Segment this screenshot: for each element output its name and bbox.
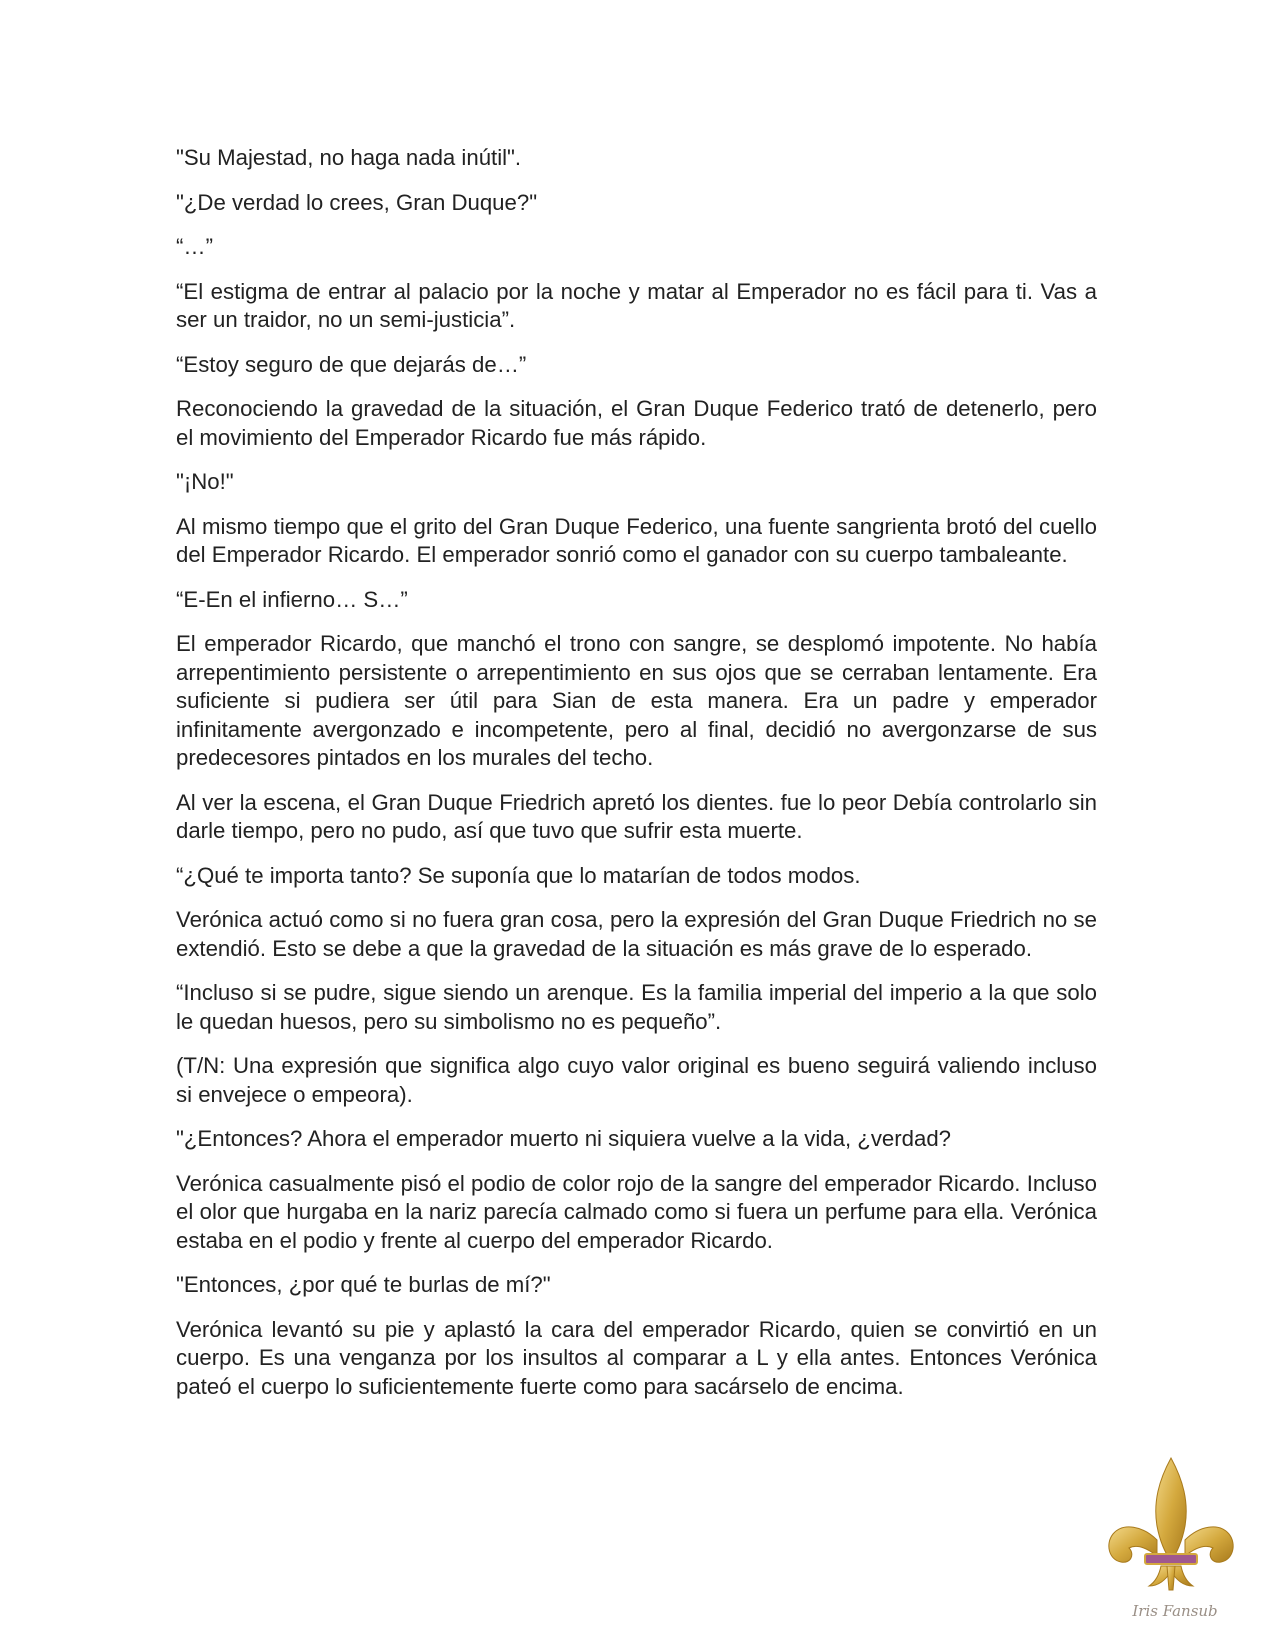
paragraph: “El estigma de entrar al palacio por la noche y matar al Emperador no es fácil para ti. Vas a ser un traidor, no un semi-justicia”. bbox=[176, 278, 1097, 332]
fansub-watermark bbox=[1105, 1452, 1237, 1624]
fansub-signature: Iris Fansub bbox=[1132, 1602, 1218, 1620]
paragraph: Al mismo tiempo que el grito del Gran Duque Federico, una fuente sangrienta brotó del cuello del Emperador Ricardo. El emperador sonrió como el ganador con su cuerpo tambaleante. bbox=[176, 513, 1097, 567]
paragraph: Verónica casualmente pisó el podio de color rojo de la sangre del emperador Ricardo. Incluso el olor que hurgaba en la nariz parecía calmado como si fuera un perfume para ella. Verónica estaba en el podio y frente al cuerpo del emperador Ricardo. bbox=[176, 1170, 1097, 1253]
paragraph: (T/N: Una expresión que significa algo cuyo valor original es bueno seguirá valiendo incluso si envejece o empeora). bbox=[176, 1053, 1097, 1107]
paragraph: “…” bbox=[176, 234, 213, 259]
paragraph: "¿Entonces? Ahora el emperador muerto ni siquiera vuelve a la vida, ¿verdad? bbox=[176, 1126, 952, 1151]
paragraph: "Su Majestad, no haga nada inútil". bbox=[176, 145, 522, 170]
paragraph: "¡No!" bbox=[176, 469, 234, 494]
paragraph: Verónica levantó su pie y aplastó la cara del emperador Ricardo, quien se convirtió en un cuerpo. Es una venganza por los insultos al comparar a L y ella antes. Entonces Verónica pateó el cuerpo lo suficientemente fuerte como para sacárselo de encima. bbox=[176, 1316, 1097, 1399]
document-body bbox=[176, 144, 1097, 1417]
paragraph: Reconociendo la gravedad de la situación, el Gran Duque Federico trató de detenerlo, pero el movimiento del Emperador Ricardo fue más rápido. bbox=[176, 396, 1097, 450]
paragraph: "Entonces, ¿por qué te burlas de mí?" bbox=[176, 1272, 551, 1297]
paragraph: “Estoy seguro de que dejarás de…” bbox=[176, 351, 527, 377]
paragraph: El emperador Ricardo, que manchó el trono con sangre, se desplomó impotente. No había arrepentimiento persistente o arrepentimiento en sus ojos que se cerraban lentamente. Era suficiente si pudiera ser útil para Sian de esta manera. Era un padre y emperador infinitamente avergonzado e incompetente, pero al final, decidió no avergonzarse de sus predecesores pintados en los murales del techo. bbox=[176, 631, 1097, 770]
paragraph: "¿De verdad lo crees, Gran Duque?" bbox=[176, 189, 538, 215]
paragraph: “E-En el infierno… S…” bbox=[176, 586, 408, 612]
fleur-de-lis-icon bbox=[1105, 1452, 1237, 1624]
paragraph: Verónica actuó como si no fuera gran cosa, pero la expresión del Gran Duque Friedrich no se extendió. Esto se debe a que la gravedad de la situación es más grave de lo esperado. bbox=[176, 907, 1097, 961]
paragraph: “Incluso si se pudre, sigue siendo un arenque. Es la familia imperial del imperio a la que solo le quedan huesos, pero su simbolismo no es pequeño”. bbox=[176, 980, 1097, 1034]
paragraph: Al ver la escena, el Gran Duque Friedrich apretó los dientes. fue lo peor Debía controlarlo sin darle tiempo, pero no pudo, así que tuvo que sufrir esta muerte. bbox=[176, 789, 1097, 843]
paragraph: “¿Qué te importa tanto? Se suponía que lo matarían de todos modos. bbox=[176, 862, 861, 888]
